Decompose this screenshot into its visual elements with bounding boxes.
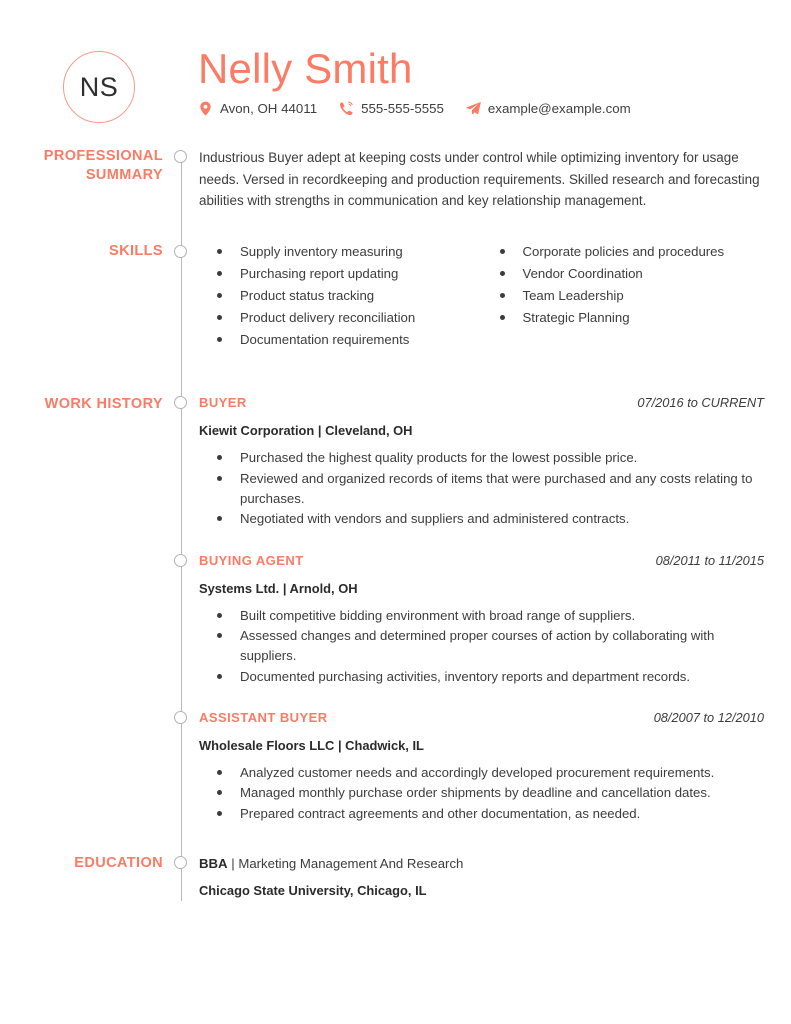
job-company: Systems Ltd. | Arnold, OH <box>199 580 358 596</box>
section-content-work-history <box>199 395 791 824</box>
skills-column-left <box>199 242 482 352</box>
job-duty-item: Managed monthly purchase order shipments by deadline and cancellation dates. <box>199 783 764 803</box>
resume-body <box>0 123 791 898</box>
timeline-node-education <box>174 856 187 869</box>
identity-block <box>198 45 631 116</box>
timeline-node-summary <box>174 150 187 163</box>
timeline-node-skills <box>174 245 187 258</box>
job-duties-list <box>199 763 764 824</box>
skill-item: Vendor Coordination <box>482 264 765 284</box>
skill-item: Supply inventory measuring <box>199 242 482 262</box>
job-title: ASSISTANT BUYER <box>199 709 328 725</box>
job-duty-item: Prepared contract agreements and other documentation, as needed. <box>199 804 764 824</box>
job-header <box>199 710 764 725</box>
skills-grid <box>199 242 764 352</box>
skill-item: Product status tracking <box>199 286 482 306</box>
section-label-work-history: WORK HISTORY <box>44 396 163 413</box>
location-text: Avon, OH 44011 <box>220 100 318 116</box>
work-history-entry <box>199 710 764 824</box>
phone-text: 555-555-5555 <box>361 100 444 116</box>
skill-item: Purchasing report updating <box>199 264 482 284</box>
degree-field: | Marketing Management And Research <box>227 856 464 872</box>
section-professional-summary <box>0 147 791 212</box>
contact-phone <box>339 101 444 116</box>
job-duty-item: Analyzed customer needs and accordingly developed procurement requirements. <box>199 763 764 783</box>
skill-item: Team Leadership <box>482 286 765 306</box>
skill-item: Documentation requirements <box>199 330 482 350</box>
summary-paragraph: Industrious Buyer adept at keeping costs under control while optimizing inventory for usage needs. Versed in recordkeeping and production requirements. Skilled research and forecasting abilities with strengths in communication and key relationship management. <box>199 150 760 209</box>
section-label-skills: SKILLS <box>109 243 163 260</box>
job-dates: 07/2016 to CURRENT <box>637 395 764 411</box>
job-duty-item: Assessed changes and determined proper courses of action by collaborating with suppliers. <box>199 626 764 666</box>
job-title: BUYING AGENT <box>199 552 304 568</box>
job-company: Kiewit Corporation | Cleveland, OH <box>199 423 413 439</box>
resume-header <box>0 0 791 123</box>
section-content-summary <box>199 147 791 212</box>
section-content-education <box>199 854 791 898</box>
job-header <box>199 395 764 410</box>
contact-location <box>198 101 317 116</box>
section-content-skills <box>199 242 791 352</box>
timeline-node-job <box>174 396 187 409</box>
skill-item: Product delivery reconciliation <box>199 308 482 328</box>
work-history-entry <box>199 395 764 529</box>
section-education <box>0 854 791 898</box>
contact-row <box>198 101 631 116</box>
work-history-entry <box>199 553 764 687</box>
timeline-node-job <box>174 554 187 567</box>
job-header <box>199 553 764 568</box>
section-label-line-2: SUMMARY <box>85 167 163 184</box>
skills-list-right <box>482 242 765 328</box>
skill-item: Corporate policies and procedures <box>482 242 765 262</box>
education-school: Chicago State University, Chicago, IL <box>199 883 427 899</box>
phone-icon <box>339 101 354 116</box>
jobs-list <box>199 395 764 824</box>
skill-item: Strategic Planning <box>482 308 765 328</box>
job-duty-item: Purchased the highest quality products for the lowest possible price. <box>199 448 764 468</box>
skills-list-left <box>199 242 482 350</box>
skills-column-right <box>482 242 765 352</box>
job-duty-item: Built competitive bidding environment with broad range of suppliers. <box>199 606 764 626</box>
job-duties-list <box>199 448 764 529</box>
job-duties-list <box>199 606 764 687</box>
section-label-professional-summary <box>0 147 163 186</box>
timeline-node-job <box>174 711 187 724</box>
location-pin-icon <box>198 101 213 116</box>
education-degree <box>199 854 764 874</box>
job-dates: 08/2011 to 11/2015 <box>655 552 764 568</box>
monogram-container <box>0 45 198 123</box>
job-dates: 08/2007 to 12/2010 <box>653 709 764 725</box>
section-label-education: EDUCATION <box>74 855 163 872</box>
job-company: Wholesale Floors LLC | Chadwick, IL <box>199 737 424 753</box>
section-skills <box>0 242 791 352</box>
candidate-name: Nelly Smith <box>198 45 413 92</box>
monogram-initials: NS <box>63 51 135 123</box>
job-duty-item: Negotiated with vendors and suppliers and administered contracts. <box>199 509 764 529</box>
section-label-line-1: PROFESSIONAL <box>43 148 163 164</box>
section-work-history <box>0 395 791 824</box>
job-duty-item: Reviewed and organized records of items that were purchased and any costs relating to purchases. <box>199 469 764 509</box>
job-duty-item: Documented purchasing activities, inventory reports and department records. <box>199 667 764 687</box>
paper-plane-icon <box>466 101 481 116</box>
contact-email <box>466 101 631 116</box>
email-text: example@example.com <box>487 100 631 116</box>
job-title: BUYER <box>199 395 247 411</box>
degree-abbreviation: BBA <box>199 856 228 872</box>
